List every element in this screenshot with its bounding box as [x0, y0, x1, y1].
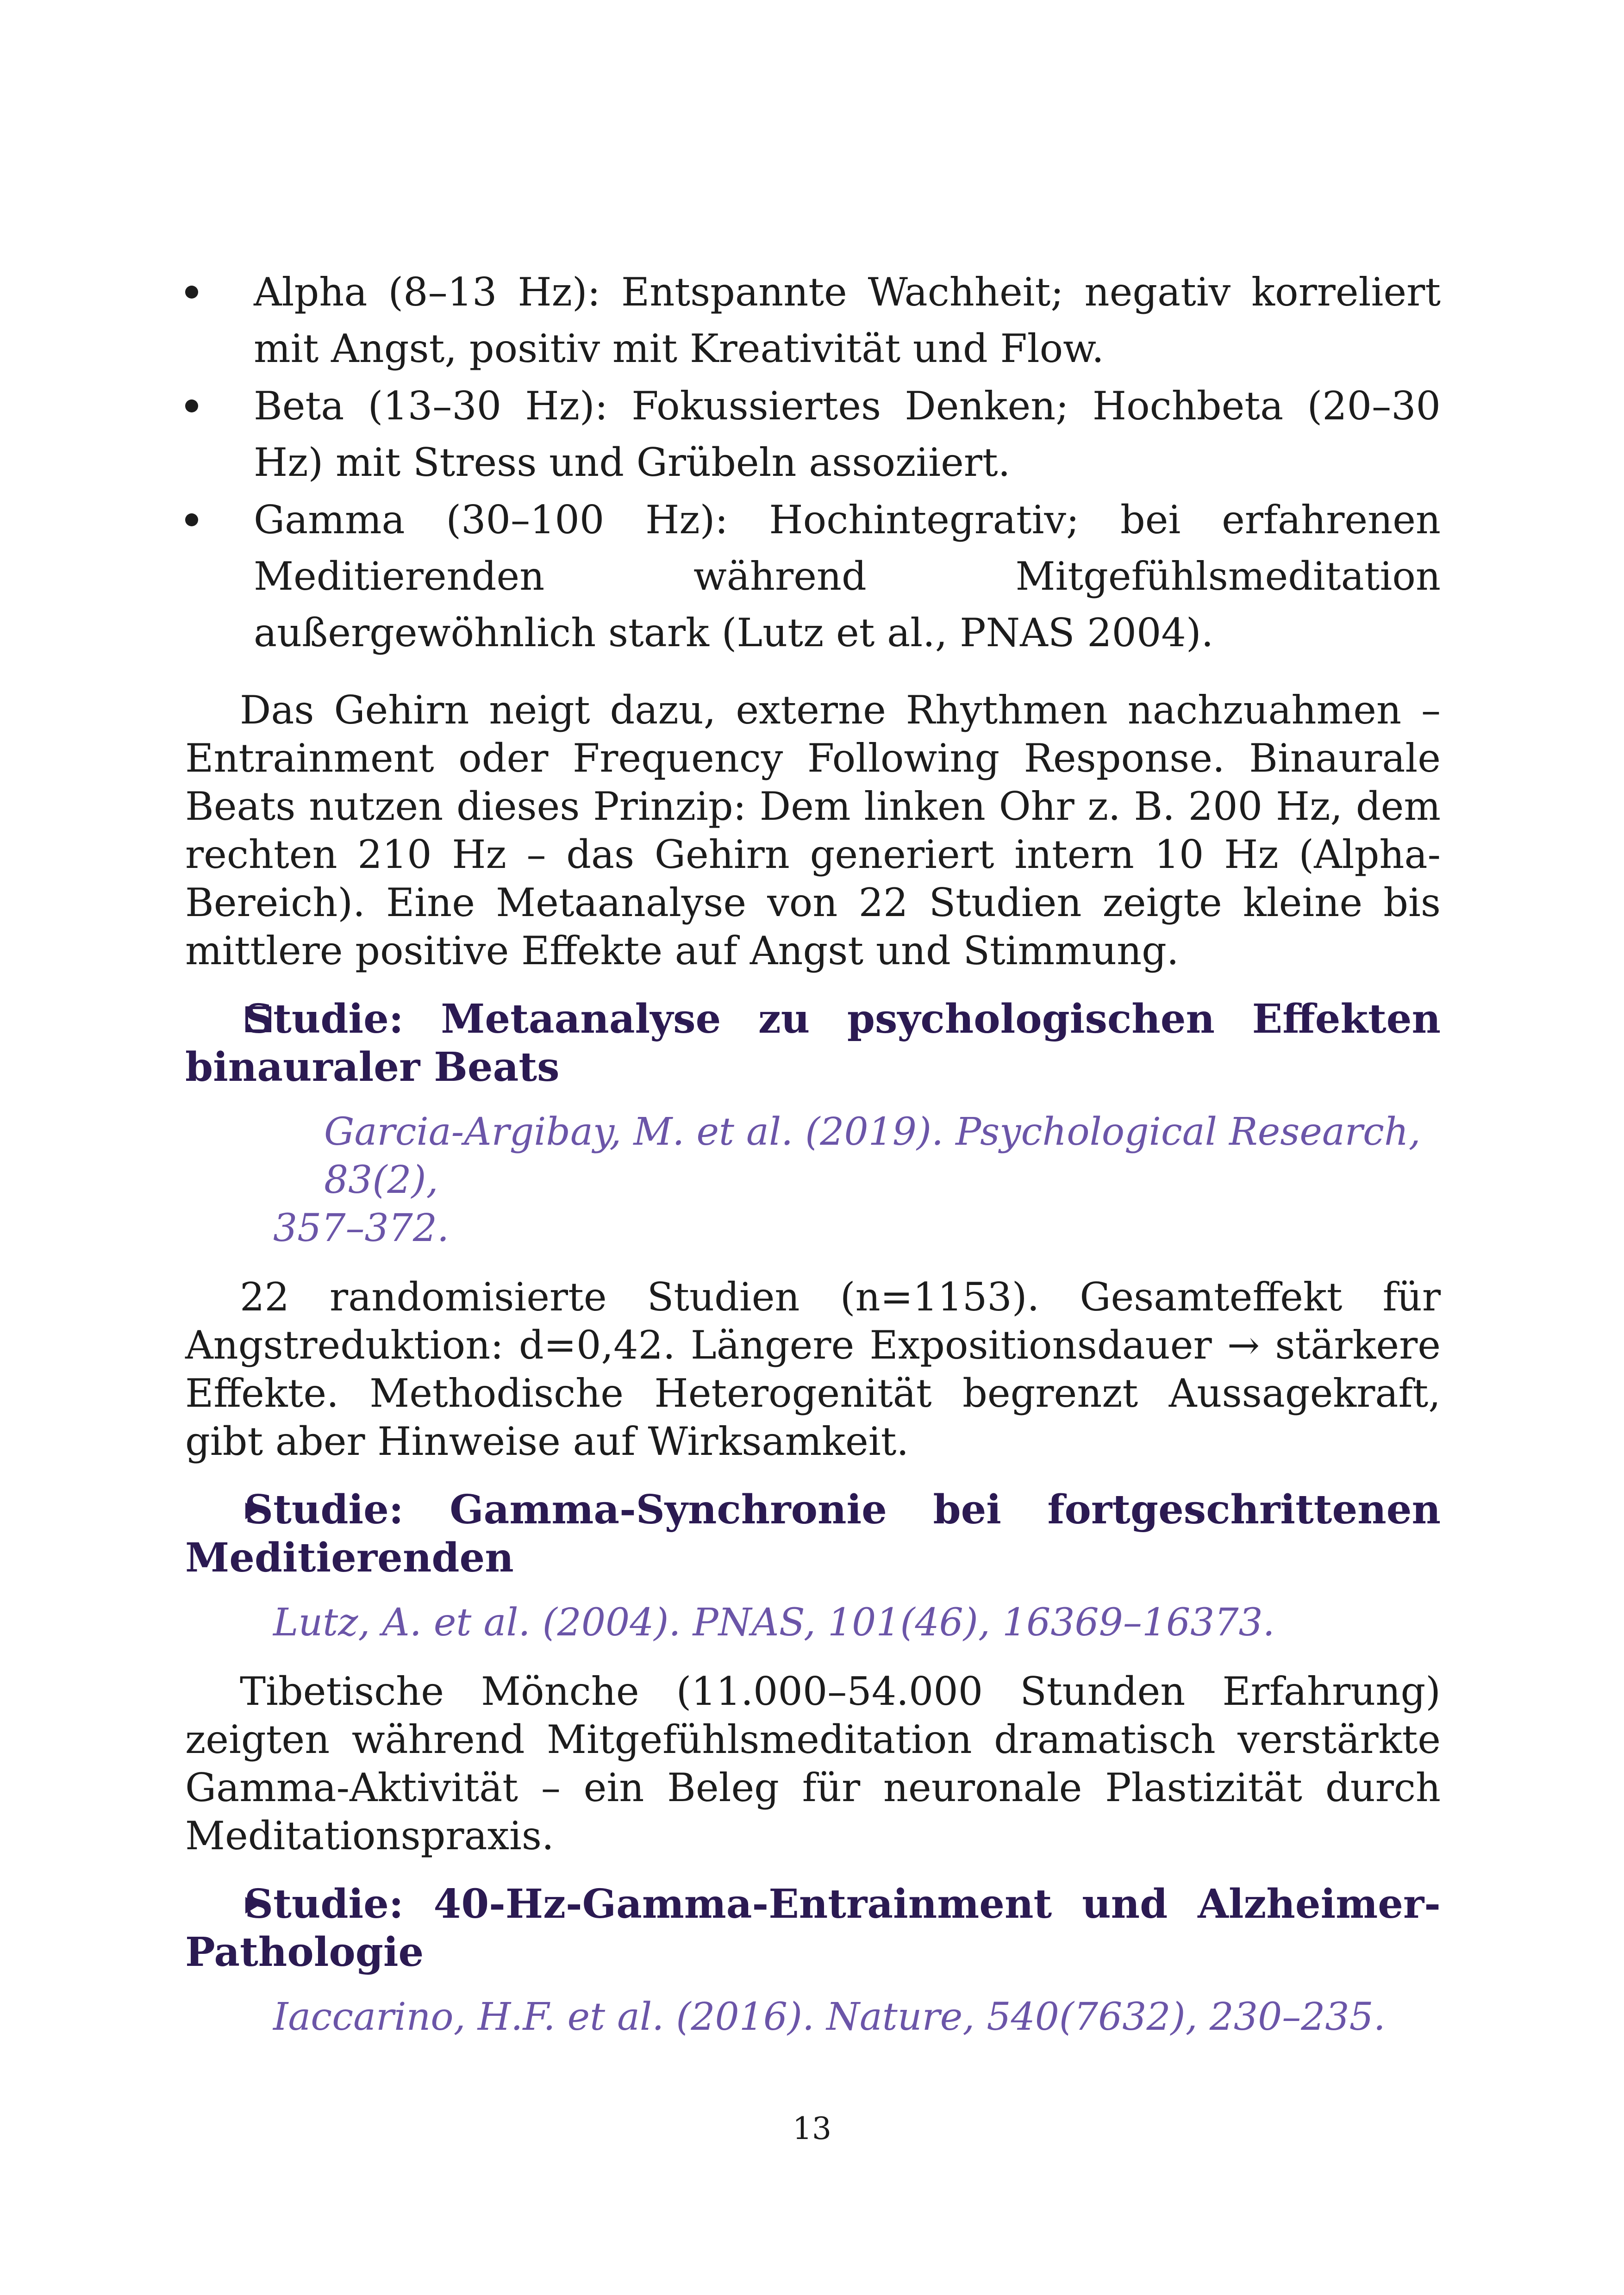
study-citation: Lutz, A. et al. (2004). PNAS, 101(46), 16369–16373. — [273, 1601, 1275, 1645]
bullet-icon — [185, 513, 198, 526]
study-title: Studie: Metaanalyse zu psychologischen Effekten binauraler Beats — [185, 996, 1441, 1091]
list-item-gamma — [185, 492, 1441, 661]
study-citation — [185, 1108, 1441, 1253]
study-heading-gamma-alzheimer — [185, 1880, 1441, 1977]
bullet-icon — [185, 399, 198, 412]
list-item-alpha — [185, 264, 1441, 377]
study-title: Studie: 40-Hz-Gamma-Entrainment und Alzheimer-Pathologie — [185, 1881, 1441, 1976]
list-item-text: Alpha (8–13 Hz): Entspannte Wachheit; negativ korreliert mit Angst, positiv mit Kreativität und Flow. — [254, 269, 1441, 371]
study-summary: Tibetische Mönche (11.000–54.000 Stunden Erfahrung) zeigten während Mitgefühlsmeditation dramatisch verstärkte Gamma-Aktivität – ein Beleg für neuronale Plastizität durch Meditationspraxis. — [185, 1669, 1441, 1858]
citation-line: Garcia-Argibay, M. et al. (2019). Psychological Research, 83(2), — [324, 1110, 1421, 1202]
study-citation: Iaccarino, H.F. et al. (2016). Nature, 540(7632), 230–235. — [273, 1995, 1386, 2039]
frequency-band-list — [185, 264, 1441, 661]
paragraph-entrainment: Das Gehirn neigt dazu, externe Rhythmen nachzuahmen – Entrainment oder Frequency Following Response. Binaurale Beats nutzen dieses Prinzip: Dem linken Ohr z. B. 200 Hz, dem rechten 210 Hz – das Gehirn generiert intern 10 Hz (Alpha-Bereich). Eine Metaanalyse von 22 Studien zeigte kleine bis mittlere positive Effekte auf Angst und Stimmung. — [185, 687, 1441, 973]
list-item-beta — [185, 378, 1441, 491]
study-title: Studie: Gamma-Synchronie bei fortgeschrittenen Meditierenden — [185, 1486, 1441, 1581]
page-number: 13 — [793, 2111, 831, 2146]
citation-line: 357–372. — [273, 1206, 450, 1250]
study-summary: 22 randomisierte Studien (n=1153). Gesamteffekt für Angstreduktion: d=0,42. Längere Expositionsdauer → stärkere Effekte. Methodische Heterogenität begrenzt Aussagekraft, gibt aber Hinweise auf Wirksamkeit. — [185, 1274, 1441, 1464]
study-heading-gamma-synchrony — [185, 1486, 1441, 1582]
study-heading-metaanalysis — [185, 995, 1441, 1091]
triangle-right-icon — [245, 1897, 259, 1914]
bullet-icon — [185, 286, 198, 299]
checkbox-icon — [245, 1006, 271, 1032]
triangle-right-icon — [245, 1503, 259, 1519]
page-content — [185, 264, 1441, 2041]
list-item-text: Gamma (30–100 Hz): Hochintegrativ; bei erfahrenen Meditierenden während Mitgefühlsmeditation außergewöhnlich stark (Lutz et al., PNAS 2004). — [254, 497, 1441, 655]
list-item-text: Beta (13–30 Hz): Fokussiertes Denken; Hochbeta (20–30 Hz) mit Stress und Grübeln assoziiert. — [254, 383, 1441, 485]
